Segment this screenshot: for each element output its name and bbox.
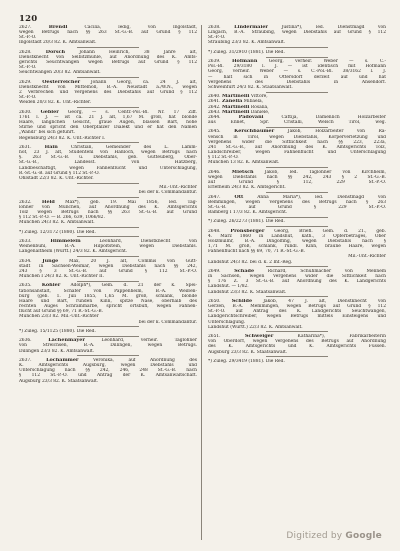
entry-text: gerichts Seuchtwangen wegen Betrugs auf Grund § 112 [19,60,197,66]
entry-text: St.-P.-O. auf Antrag des K. Landgerichts Seuchtwangen, [208,309,386,315]
entry-line [19,249,197,254]
entry-line [19,30,197,35]
entry-line [19,274,197,279]
entry-text: Ohlstädt 22/3 82. K. Unt.-Richter. [19,175,94,181]
entry-text: Bemmingen, wegen Vergehens des Betrugs nach § 263 [208,199,386,205]
register-entry [19,259,197,280]
entry-text: „Wandl“ bei sich geführt. [19,130,76,136]
entry-text: tationsanstalt, Schäfer von Pappenheim, B.-A. Weißen- [19,288,197,294]
entry-text: St.-P.-O. [19,65,37,71]
person-name: Zanella [221,99,243,105]
entry-text: Johann Heinrich, 38 Jahre alt, [65,49,197,55]
register-entry [208,94,386,125]
register-entry [208,50,386,55]
entry-text: R.-St.-G.-B. auf Grund § 112 St.-P.-O. [19,170,100,176]
entry-text: Fahnenflucht nach §§ 69, 70, 71 R.-St.-G.-B. [208,249,305,255]
register-entry [19,80,197,106]
entry-text: *) Zuleg. 12/3172 (1880). Die Red. [19,229,96,235]
entry-text: Mil.-Unt.-Richter [159,185,197,191]
entry-separator [77,77,139,78]
register-entry [208,129,386,165]
entry-separator [77,281,139,282]
entry-text: Mibaela, [242,99,264,105]
entry-separator [266,57,328,58]
entry-text: von Strelchsen, B.-A. Dillingen, wegen Betrugs. [19,343,197,349]
entry-separator [266,266,328,267]
register-entry [19,25,197,46]
entry-number: 2627. [19,25,32,30]
entry-separator [77,197,139,198]
entry-text: *) Zuleg. 31/2910 (1881). Die Red. [208,49,285,55]
entry-line [19,136,197,141]
person-name: Held [41,199,55,205]
entry-text: *) Zuleg. 15/1125 (1880). Die Red. [19,328,96,334]
entry-line [208,260,386,265]
entry-text: stadt in Sachsen-Weimar, wegen Diebstahls nach §§ 242, [19,263,197,269]
entry-line [19,176,197,181]
register-entry [208,59,386,90]
entry-number: 2629. [19,79,32,85]
entry-separator [266,296,328,297]
person-name: Martinelli [221,104,250,110]
entry-line [208,359,386,364]
entry-text: 241 St.-G.-B., auf Anordnung des K. Amtsgerichts Tölz, [208,144,386,150]
entry-number: 2646. [208,169,221,175]
entry-number: 2636. [19,338,32,344]
person-name: Martinelli [221,94,250,100]
register-entry [208,269,386,295]
entry-line [208,40,386,45]
entry-text: auf Grund § 112, 229 St.-P.-O. [208,180,386,185]
person-name: Schade [234,268,255,274]
entry-text: 2 Verbrechen und Vergehens des Diebstahls auf Grund § 112 [19,90,197,96]
entry-line [19,220,197,225]
entry-text: Cäcilia, ledig, von Ingolstadt, [67,25,197,30]
entry-number: 2644. [208,114,221,120]
entry-number: 2641. [208,99,221,105]
entry-separator [77,227,139,228]
entry-text: Dillingen 23/3 82. K. Amtsanwalt. [19,348,95,354]
entry-text: Max, 20 J. alt, Commis von Gutt- [58,258,197,264]
entry-text: Vergehens des Diebstahls in Ansendorf. [208,79,386,85]
entry-text: bei der k. Commandantur. [138,319,197,325]
entry-text: Mil.-Unt.-Richter [348,254,386,260]
register-entry [208,25,386,46]
register-entry [19,283,197,324]
right-column [208,25,386,525]
entry-text: K. Amtsgerichts Augsburg, wegen Diebstahls und [19,363,197,369]
entry-text: Regensburg 24/3 82. K. Unt.-Richter I. [19,135,106,141]
entry-text: St.-P.-O. [19,95,37,101]
entry-text: Seuchtwangen 20/3 82. Amtsanwalt. [19,70,101,76]
entry-text: in Sachsen, wegen Vergehens wider die Sittlichkeit nach [208,274,386,280]
entry-text: Jakob, led. Taglöhner von Kirchheim, [253,169,386,175]
entry-separator [266,127,328,128]
watermark-prefix: Digitized by [286,531,346,541]
entry-text: 1,71 M. groß, schlank, rundl. Kinn, braune Haare, wegen [208,244,386,250]
entry-text: § 112 St.-P.-O. und Antrag der K. Amtsanwaltschaft. [19,373,197,379]
entry-separator [266,217,328,218]
entry-text: *) Zuleg. 26/2273 (1881). Die Red. [208,219,285,225]
register-entry [19,329,197,334]
person-name: Dorsch [45,49,66,55]
entry-text: rechten Auges Schrammarbe, spricht ortsbüfl, wegen Fahnen- [19,304,197,310]
entry-text: Vergehens wider die Sittlichkeit nach §§ 223, 223a, [208,139,386,145]
person-name: Martinelli [221,109,250,115]
person-name: Kohler [41,283,61,289]
entry-text: Holzmüllnr, B.-A. Dingolfing, wegen Diebstahls nach § [208,238,386,244]
entry-text: St.-P.-O. [19,35,37,41]
column-divider [201,25,202,540]
entry-number: 2643. [208,109,221,115]
entry-number: 2637. [19,357,32,363]
person-name: Himmelein [50,238,81,244]
entry-text: 243 § 3 St.-G.-B. auf Grund § 112 St.-P.-O. [19,268,197,274]
entry-line [19,40,197,45]
entry-separator [77,47,139,48]
entry-number: 2640. [208,94,221,100]
entry-text: § 112 St.-P.-O. [208,155,239,161]
entry-number: 2635. [19,283,32,289]
entry-line [19,329,197,334]
register-entry [19,145,197,181]
person-name: Pronsberger [230,228,265,234]
register-entry [19,110,197,141]
register-entry [19,50,197,76]
entry-text: Dienstknecht von Selbitzmühle, auf Anordnung des K. Amts- [19,54,197,60]
entry-line [19,190,197,195]
entry-text: 1761 l. J. — ist ca. 21 J. alt, 1,67 M. groß, hat blonde [19,114,197,120]
entry-text: Weiden 20/3 82. K. Unt.-Richter. [19,100,92,106]
entry-text: Unterschlagung nach §§ 242, 246, 248 St.-G.-B. nach [19,368,197,374]
entry-text: von Oberdorf, wegen Vergehens des Betrugs auf Anordnung [208,339,386,345]
entry-separator [77,336,139,337]
entry-line [208,185,386,190]
entry-line [208,30,386,35]
entry-text: Langenaltheim (Württ.) 24/3 82. K. Amtsgericht. [19,249,128,255]
entry-line [208,160,386,165]
person-name: Oesterreicher [42,79,81,85]
page-number: 120 [19,14,38,24]
watermark-brand: Google [345,531,382,541]
entry-text: Jakob, Holzarbeiter von Ra- [274,129,386,135]
entry-separator [266,47,328,48]
entry-text: Max*), geb. 19. Mai 1856, led. Tag- [54,199,197,205]
entry-text: München I 24/3 82. K. Unt.-Richter II. [19,274,104,280]
entry-separator [77,236,139,237]
person-name: Padovani [238,114,264,120]
entry-number: 2651. [208,334,221,340]
entry-separator [266,226,328,227]
entry-text: St.-G.-B. auf Grund § 229 St.-P.-O. [208,204,386,210]
entry-line [19,90,197,95]
entry-text: Pol.-Bl. 29/3180 l. J. — ist identisch mit Hofmann [208,64,386,70]
entry-line [19,100,197,105]
entry-number: 2634. [19,258,32,264]
register-entry [208,195,386,216]
entry-separator [266,167,328,168]
entry-number: 2632. [19,199,32,205]
entry-text: Landshut 24/3 82. bei d. k. 2 Inf.-Reg. [208,259,293,265]
person-name: Schilde [231,298,253,304]
entry-text: vensch in Tirol, wegen Diebstahls, Körperverletzung und [208,134,386,140]
entry-line [19,230,197,235]
entry-text: Rosalia, [249,104,269,110]
entry-text: St.-P.-O. [208,35,226,41]
entry-text: München 13 82. K. Amtsanwalt. [208,160,280,166]
entry-text: Dienstknecht von Mittelhöll, B.-A. Neustadt a./W.N., wegen [19,84,197,90]
entry-number: 2631. [19,144,32,150]
register-entry [19,358,197,384]
entry-text: St.-G.-B., Landesst. von Hatzberg, [19,160,197,166]
entry-text: Georg, verheir. Weber — s. C.- [257,59,386,65]
entry-text: Landshut (Württ.) 22/3 82. K. Amtsanwalt. [208,324,303,330]
entry-line [19,320,197,325]
entry-number: 2638. [208,25,221,30]
register-entry [208,170,386,191]
register-entry [19,200,197,226]
register-entry [208,359,386,364]
person-name: Mietsch [231,169,254,175]
entry-text: Daniele, [249,109,270,115]
entry-text: Georg, — s. Centr.-Pol.-Bl. Nr. 17 Ziff. [58,109,197,115]
person-name: Lindermaier [234,25,269,30]
entry-separator [77,107,139,108]
google-watermark [286,531,382,541]
entry-text: burg (geb. 1. Juli 1855, 1,65 M. groß, schlank, blonde [19,293,197,299]
entry-text: Gerzen, B.-A. Memmingen, wegen Betrugs auf Grund § 112 [208,304,386,310]
entry-text: München 24/3 82. K. Amtsanwalt. [19,220,95,226]
entry-number: 2647. [208,194,221,200]
entry-separator [266,331,328,332]
entry-number: 2628. [19,49,32,55]
person-name: Lachenmayer [48,338,85,344]
entry-text: Augsburg 23/3 82. K. Staatsanwalt. [19,378,99,384]
entry-number: 2649. [208,268,221,274]
entry-text: Haare und Bart, runden Kinn, spitze Nase, oberhalb des [19,298,197,304]
entry-separator [77,256,139,257]
entry-text: Lingach, B.-A. Straubing, wegen Diebstahls auf Grund § 112 [208,30,386,36]
entry-number: 2633. [19,238,32,244]
entry-text: des K. Amtsgerichts und K. Amtsgerichts Füssen. [208,344,386,350]
entry-text: — hält sich in Ottersdorf derzeit auf und hat [208,74,386,80]
entry-line [208,219,386,224]
entry-line [19,60,197,65]
person-name: Brendl [48,25,68,30]
entry-text: Straubing 23/3 82. K. Amtsanwalt. [208,40,286,46]
register-entry [19,239,197,254]
entry-text: Adolph*), Gem. d. 21 der k. Spei- [60,283,197,289]
entry-text: Leonhard, Dienstknecht von [80,238,197,244]
entry-line [19,379,197,384]
entry-text: Jakob, 47 J. alt, Dienstknecht von [252,298,386,304]
entry-number: 2642. [208,104,221,110]
entry-text: Cattija, Damenlich Holzarbeiter [263,114,386,120]
entry-text: § 176 Z. 3 St.-G.-B. auf Anordnung des K. Landgerichts [208,279,386,285]
entry-text: Bamberg I 17/3 82. K. Amtsgericht. [208,209,288,215]
person-name: Schweiger [244,334,274,340]
entry-number: 2645. [208,129,221,135]
entry-text: Augsburg 23/3 82. K. Staatsanwalt. [208,349,288,355]
entry-text: bei der k. Commandantur. [138,190,197,196]
entry-separator [266,192,328,193]
register-entry [208,299,386,330]
entry-text: Stirne und spricht den Oberpfälzer Dialekt und er hat den Namen [19,125,197,131]
person-name: Junge [42,258,59,264]
register-entry [208,229,386,265]
entry-separator [77,183,139,184]
entry-text: 4. März 1860 in Landshut, kath., 3 Opferbetrages, Ober [208,233,386,239]
entry-text: Leonhard, verheir. Taglöhner [84,338,197,344]
entry-text: Anna Maria*), led. Dienstmagd von [243,194,386,200]
entry-text: Unterschlagung. [208,319,246,325]
entry-text: Vittore, [249,94,268,100]
entry-line [208,290,386,295]
entry-text: Richard, Schuhmacher von Mennem [254,268,386,274]
entry-text: Landbeschäftigt, wegen Fahnenflucht und Unterschlagung, [19,165,197,171]
entry-separator [266,356,328,357]
entry-text: Ingolstadt 20/3 82. K. Amtsanwalt. [19,40,97,46]
entry-text: Tölz wegen Betrugs nach §§ 263 St.-G.-B. auf Grund [19,209,197,215]
entry-line [19,349,197,354]
entry-number: 2630. [19,109,32,115]
entry-text: wegen Diebstahls nach §§ 242, 243 § 2 St.-G.-B. [208,174,386,180]
entry-separator [77,326,139,327]
register-entry [19,338,197,353]
entry-text: Weihenbühl, B.-A. Hilpoltstein, wegen Diebstahls. [19,244,197,250]
person-name: Lochammer [46,357,79,363]
entry-text: Christian, Gemeinder des L. Lamm- [57,144,197,150]
register-entry [208,219,386,224]
entry-text: wegen Betrugs nach §§ 263 St.-G.-B. auf Grund § 112 [19,30,197,36]
entry-line [208,120,386,125]
entry-text: Georg, verheir. Weber — s. C.-Pol.-Bl. 38/3162 l. J. [208,69,386,75]
entry-line [19,70,197,75]
register-entry [19,230,197,235]
entry-text: München 23/3 82. Mil.-Unt.-Richter [19,314,99,320]
entry-text: § 112 St.-P.-O. — B. 266, 639, 1066/82. [19,215,105,221]
person-name: Hofmann [231,59,258,65]
entry-text: Erlefheim 24/3 82. K. Amtsgericht. [208,185,286,191]
person-name: Hain [44,144,58,150]
entry-text: Katharina*), Fabrikarbeiterin [273,334,386,340]
person-name: Kerschbaumer [234,129,275,135]
entry-text: Haare, länglichen Gesicht, graue Augen, blassen Bart, hohe [19,120,197,126]
entry-text: §. 263 St.-G.-B. u. Diebstahls, geb. Gutteuberg, Ober- [19,155,197,161]
entry-text: Johann Georg, ca. 24 J. alt, [80,79,197,85]
entry-text: Schweinfurt 24/3 82. K. Staatsanwalt. [208,84,293,90]
entry-text: Landgerichtschreiber, wegen Betrugs mittels Einsteigens und [208,314,386,320]
entry-text: löhner von München, auf Anordnung des K. Amtsgerichts [19,204,197,210]
entry-separator [77,355,139,356]
entry-text: Landshut 23/3 82. K. Staatsanwalt. [208,289,287,295]
entry-text: Landschreiber, wegen Fahnenflucht und Unterschlagung [208,150,386,156]
entry-text: Georg, Briefl. Gem. d. 21., geb. [264,228,386,234]
entry-separator [266,92,328,93]
entry-text: hof, 23 J. alt, Studentenl von Haßloch, wegen Betrugs nach [19,150,197,156]
entry-number: 2648. [208,228,221,234]
entry-number: 2639. [208,59,221,65]
entry-text: Justina*), led. Dienstmagd von [268,25,386,30]
person-name: Gebler [40,109,59,115]
entry-text: *) Zuleg. 29/3419 (1881). Die Red. [208,358,285,364]
entry-line [208,85,386,90]
entry-line [208,350,386,355]
entry-text: Landshut. — 1/82. [208,284,249,290]
entry-text: Veronika, auf Anordnung des [78,357,197,363]
left-column [19,25,197,543]
entry-line [208,325,386,330]
entry-line [208,210,386,215]
register-entry [19,185,197,195]
entry-line [208,50,386,55]
entry-text: aus Ennet, Spr. Cristalli, Welsch Tirol, weg. [208,120,386,126]
person-name: Ott [234,194,244,200]
register-entry [208,334,386,355]
entry-number: 2650. [208,298,221,304]
entry-text: flucht auf Grund §§ 69, 71 R.-St.-G.-B. [19,309,103,315]
entry-separator [77,142,139,143]
